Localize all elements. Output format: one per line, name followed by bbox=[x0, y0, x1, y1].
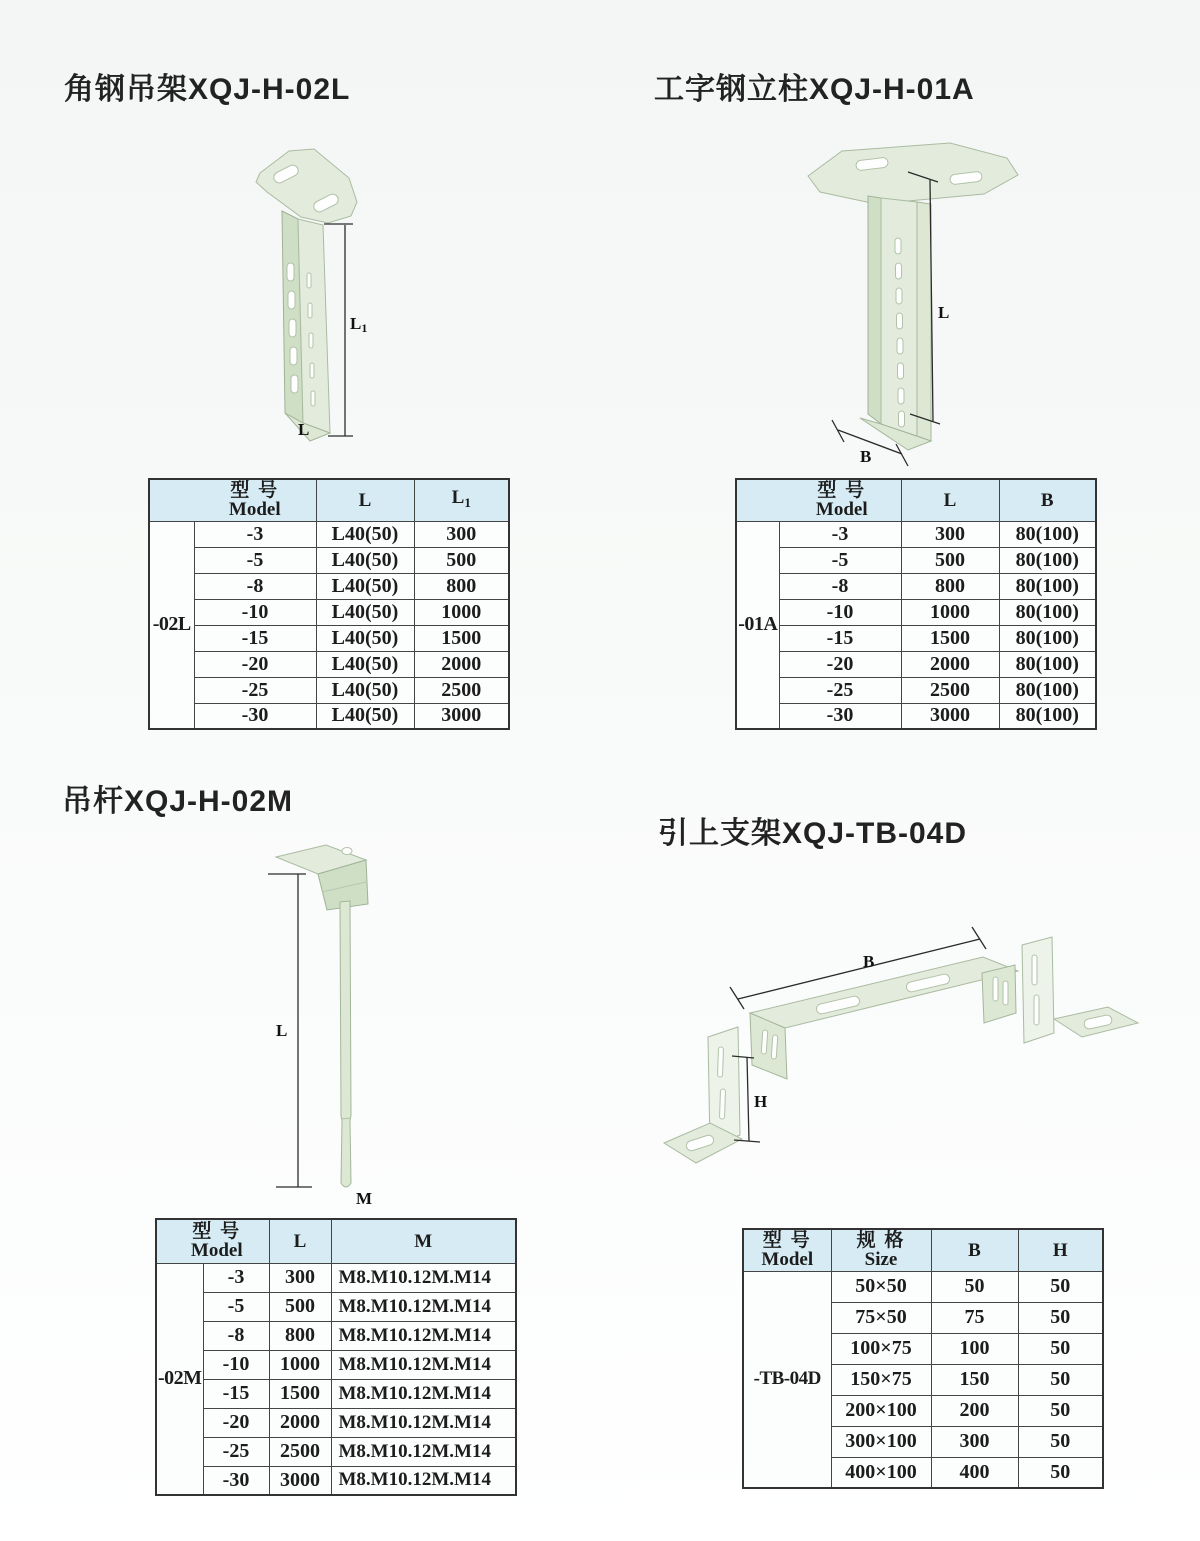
table-cell: L40(50) bbox=[316, 703, 414, 729]
table-cell: M8.M10.12M.M14 bbox=[331, 1437, 516, 1466]
table-cell: 1500 bbox=[414, 625, 509, 651]
table-cell: -30 bbox=[779, 703, 901, 729]
header-M: M bbox=[331, 1219, 516, 1263]
table-cell: 300 bbox=[414, 521, 509, 547]
table-cell: -3 bbox=[194, 521, 316, 547]
table-cell: -8 bbox=[203, 1321, 269, 1350]
table-cell: 50 bbox=[931, 1271, 1018, 1302]
table-cell: 800 bbox=[414, 573, 509, 599]
table-row bbox=[149, 547, 509, 573]
spec-table-01A bbox=[735, 478, 1097, 730]
table-cell: 80(100) bbox=[999, 521, 1096, 547]
table-cell: 500 bbox=[901, 547, 999, 573]
spec-table-02L bbox=[148, 478, 510, 730]
table-cell: -25 bbox=[203, 1437, 269, 1466]
table-row bbox=[156, 1466, 516, 1495]
table-cell: 1000 bbox=[901, 599, 999, 625]
table-cell: 400 bbox=[931, 1457, 1018, 1488]
dim-label-B: B bbox=[860, 447, 872, 466]
table-row bbox=[156, 1292, 516, 1321]
table-cell: 50 bbox=[1018, 1364, 1103, 1395]
table-cell: 400×100 bbox=[831, 1457, 931, 1488]
table-cell: -8 bbox=[779, 573, 901, 599]
table-cell: 800 bbox=[269, 1321, 331, 1350]
header-H: H bbox=[1018, 1229, 1103, 1271]
table-cell: -25 bbox=[779, 677, 901, 703]
table-row bbox=[736, 651, 1096, 677]
table-header-row bbox=[736, 479, 1096, 521]
table-cell: 200×100 bbox=[831, 1395, 931, 1426]
table-row bbox=[156, 1408, 516, 1437]
model-group-cell: -02L bbox=[149, 521, 194, 729]
table-row bbox=[149, 573, 509, 599]
table-cell: -30 bbox=[194, 703, 316, 729]
table-cell: -5 bbox=[194, 547, 316, 573]
dim-label-L: L bbox=[276, 1021, 288, 1040]
table-row bbox=[149, 599, 509, 625]
table-cell: -20 bbox=[194, 651, 316, 677]
table-cell: 50×50 bbox=[831, 1271, 931, 1302]
table-row bbox=[156, 1437, 516, 1466]
table-row bbox=[156, 1263, 516, 1292]
table-cell: -20 bbox=[779, 651, 901, 677]
section-title-angle-hanger: 角钢吊架XQJ-H-02L bbox=[64, 73, 351, 106]
table-cell: -3 bbox=[203, 1263, 269, 1292]
table-cell: 50 bbox=[1018, 1302, 1103, 1333]
table-cell: 80(100) bbox=[999, 547, 1096, 573]
dim-label-L1: L1 bbox=[350, 314, 368, 335]
section-title-riser-bracket: 引上支架XQJ-TB-04D bbox=[658, 817, 968, 850]
table-cell: 150×75 bbox=[831, 1364, 931, 1395]
table-cell: L40(50) bbox=[316, 573, 414, 599]
table-cell: 2000 bbox=[901, 651, 999, 677]
table-cell: 2000 bbox=[414, 651, 509, 677]
table-cell: 300×100 bbox=[831, 1426, 931, 1457]
table-cell: 300 bbox=[931, 1426, 1018, 1457]
header-L: L bbox=[316, 479, 414, 521]
table-cell: 1000 bbox=[414, 599, 509, 625]
table-cell: 2000 bbox=[269, 1408, 331, 1437]
table-header-row bbox=[743, 1229, 1103, 1271]
table-cell: 80(100) bbox=[999, 703, 1096, 729]
dim-label-B: B bbox=[863, 952, 875, 971]
header-B: B bbox=[931, 1229, 1018, 1271]
header-model: 型 号 Model bbox=[149, 479, 316, 521]
table-cell: M8.M10.12M.M14 bbox=[331, 1321, 516, 1350]
table-cell: M8.M10.12M.M14 bbox=[331, 1350, 516, 1379]
dim-label-L: L bbox=[938, 303, 950, 322]
table-cell: 100 bbox=[931, 1333, 1018, 1364]
table-cell: L40(50) bbox=[316, 677, 414, 703]
table-cell: L40(50) bbox=[316, 547, 414, 573]
table-cell: 200 bbox=[931, 1395, 1018, 1426]
table-cell: 80(100) bbox=[999, 625, 1096, 651]
table-cell: 150 bbox=[931, 1364, 1018, 1395]
table-cell: 1500 bbox=[901, 625, 999, 651]
table-cell: L40(50) bbox=[316, 625, 414, 651]
spec-table-02M bbox=[155, 1218, 517, 1496]
table-cell: 300 bbox=[269, 1263, 331, 1292]
table-row bbox=[736, 677, 1096, 703]
header-model: 型 号 Model bbox=[743, 1229, 831, 1271]
table-cell: 800 bbox=[901, 573, 999, 599]
table-cell: -8 bbox=[194, 573, 316, 599]
table-cell: 500 bbox=[269, 1292, 331, 1321]
table-row bbox=[736, 625, 1096, 651]
header-L: L bbox=[901, 479, 999, 521]
table-cell: 75 bbox=[931, 1302, 1018, 1333]
table-cell: 1500 bbox=[269, 1379, 331, 1408]
table-cell: 80(100) bbox=[999, 677, 1096, 703]
table-cell: M8.M10.12M.M14 bbox=[331, 1292, 516, 1321]
model-group-cell: -TB-04D bbox=[743, 1271, 831, 1488]
table-header-row bbox=[156, 1219, 516, 1263]
table-row bbox=[156, 1350, 516, 1379]
table-cell: M8.M10.12M.M14 bbox=[331, 1408, 516, 1437]
table-cell: -5 bbox=[779, 547, 901, 573]
table-cell: -15 bbox=[194, 625, 316, 651]
ibeam-column-drawing bbox=[780, 118, 1040, 478]
table-cell: 3000 bbox=[269, 1466, 331, 1495]
table-cell: M8.M10.12M.M14 bbox=[331, 1263, 516, 1292]
table-cell: 50 bbox=[1018, 1395, 1103, 1426]
table-row bbox=[156, 1321, 516, 1350]
hanging-rod-drawing bbox=[220, 838, 480, 1220]
header-model: 型 号 Model bbox=[736, 479, 901, 521]
table-cell: L40(50) bbox=[316, 521, 414, 547]
table-cell: 500 bbox=[414, 547, 509, 573]
table-row bbox=[149, 625, 509, 651]
header-L: L bbox=[269, 1219, 331, 1263]
table-row bbox=[736, 573, 1096, 599]
table-row bbox=[149, 677, 509, 703]
table-cell: L40(50) bbox=[316, 599, 414, 625]
table-cell: 3000 bbox=[414, 703, 509, 729]
table-cell: -25 bbox=[194, 677, 316, 703]
spec-table-TB04D bbox=[742, 1228, 1104, 1489]
table-cell: 2500 bbox=[414, 677, 509, 703]
table-cell: 50 bbox=[1018, 1271, 1103, 1302]
table-row bbox=[149, 703, 509, 729]
header-L1: $L_1$ bbox=[414, 479, 509, 521]
table-cell: 300 bbox=[901, 521, 999, 547]
header-model: 型 号 Model bbox=[156, 1219, 269, 1263]
table-row bbox=[743, 1271, 1103, 1302]
dim-label-M: M bbox=[356, 1189, 373, 1208]
table-cell: 50 bbox=[1018, 1457, 1103, 1488]
table-cell: -10 bbox=[203, 1350, 269, 1379]
table-cell: -10 bbox=[779, 599, 901, 625]
table-row bbox=[736, 703, 1096, 729]
table-cell: 2500 bbox=[269, 1437, 331, 1466]
table-cell: -3 bbox=[779, 521, 901, 547]
table-row bbox=[149, 651, 509, 677]
model-group-cell: -02M bbox=[156, 1263, 203, 1495]
table-cell: 50 bbox=[1018, 1333, 1103, 1364]
model-group-cell: -01A bbox=[736, 521, 779, 729]
table-cell: 80(100) bbox=[999, 651, 1096, 677]
table-row bbox=[736, 547, 1096, 573]
header-size: 规 格 Size bbox=[831, 1229, 931, 1271]
table-header-row bbox=[149, 479, 509, 521]
table-cell: M8.M10.12M.M14 bbox=[331, 1466, 516, 1495]
table-row bbox=[736, 599, 1096, 625]
table-cell: L40(50) bbox=[316, 651, 414, 677]
dim-label-L: L bbox=[298, 420, 310, 439]
section-title-hanging-rod: 吊杆XQJ-H-02M bbox=[62, 785, 294, 818]
table-cell: 3000 bbox=[901, 703, 999, 729]
table-cell: -15 bbox=[779, 625, 901, 651]
section-title-ibeam-column: 工字钢立柱XQJ-H-01A bbox=[654, 73, 975, 106]
table-cell: 50 bbox=[1018, 1426, 1103, 1457]
table-cell: 80(100) bbox=[999, 573, 1096, 599]
table-cell: -10 bbox=[194, 599, 316, 625]
table-cell: 1000 bbox=[269, 1350, 331, 1379]
header-B: B bbox=[999, 479, 1096, 521]
table-row bbox=[149, 521, 509, 547]
table-cell: 80(100) bbox=[999, 599, 1096, 625]
table-cell: M8.M10.12M.M14 bbox=[331, 1379, 516, 1408]
table-cell: 100×75 bbox=[831, 1333, 931, 1364]
riser-bracket-drawing bbox=[650, 895, 1140, 1205]
table-cell: -20 bbox=[203, 1408, 269, 1437]
table-cell: -15 bbox=[203, 1379, 269, 1408]
angle-hanger-drawing bbox=[210, 123, 450, 471]
table-row bbox=[736, 521, 1096, 547]
dim-label-H: H bbox=[754, 1092, 768, 1111]
table-cell: 75×50 bbox=[831, 1302, 931, 1333]
table-cell: 2500 bbox=[901, 677, 999, 703]
table-cell: -30 bbox=[203, 1466, 269, 1495]
table-cell: -5 bbox=[203, 1292, 269, 1321]
table-row bbox=[156, 1379, 516, 1408]
